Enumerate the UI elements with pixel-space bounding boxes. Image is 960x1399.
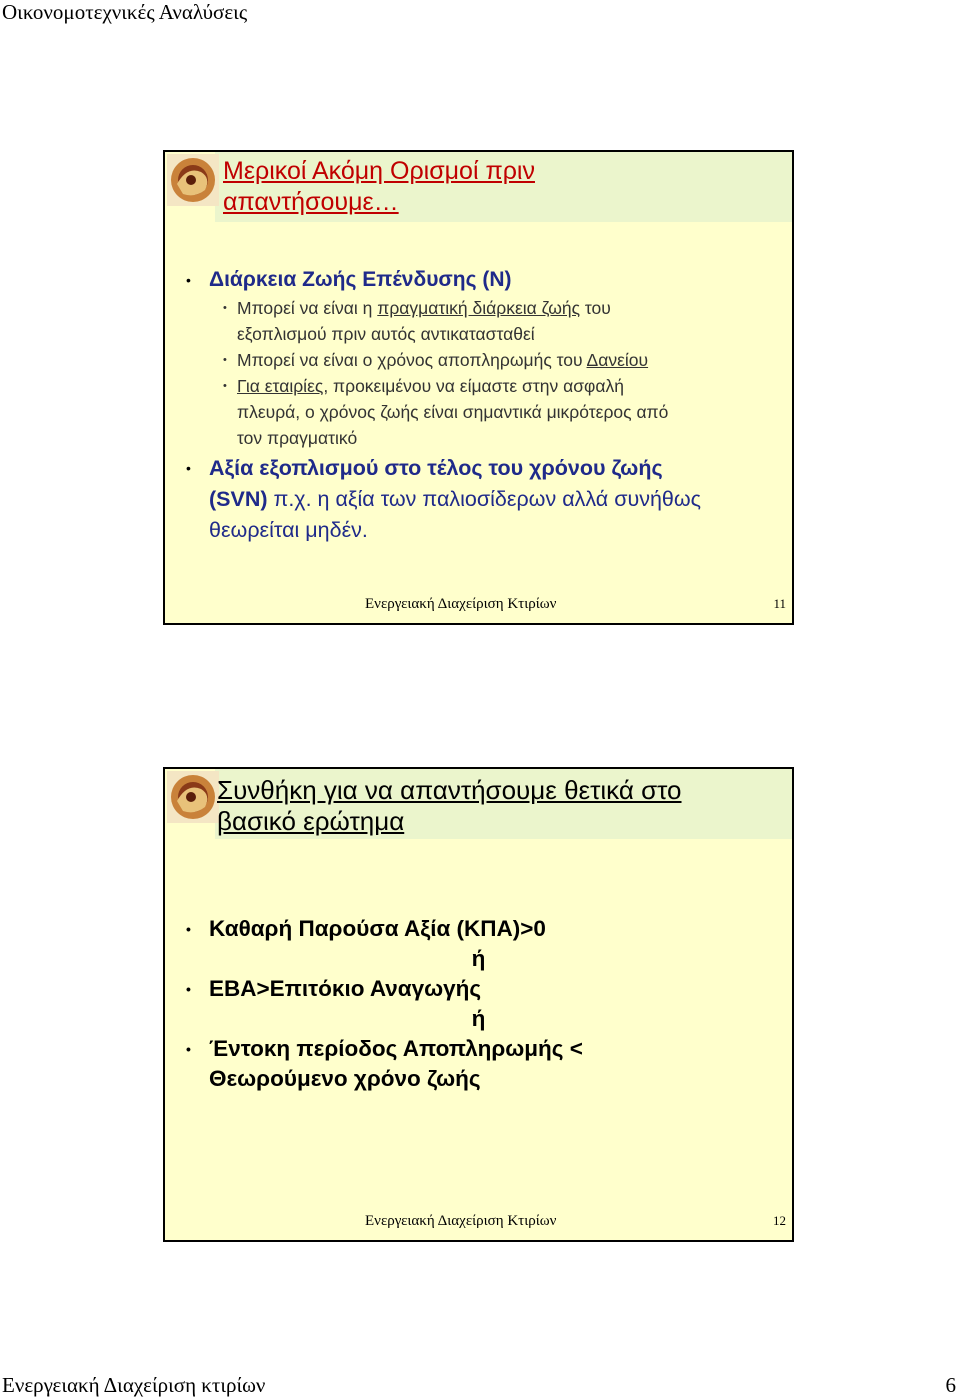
bullet-dot-icon: • — [223, 302, 227, 314]
list-item — [165, 453, 792, 546]
bullet-dot-icon: • — [223, 380, 227, 392]
section-heading: Αξία εξοπλισμού στο τέλος του χρόνου ζωής — [209, 456, 663, 480]
bullet-list — [165, 914, 792, 1094]
text: Μπορεί να είναι η — [237, 298, 378, 318]
decorative-emblem-icon — [167, 154, 219, 206]
text: π.χ. η αξία των παλιοσίδερων αλλά συνήθως — [267, 487, 702, 511]
underlined-term: Για εταιρίες — [237, 376, 324, 396]
text: Θεωρούμενο χρόνο ζωής — [209, 1066, 481, 1091]
slide-title-line: Μερικοί Ακόμη Ορισμοί πριν — [223, 157, 535, 185]
text: Μπορεί να είναι ο χρόνος αποπληρωμής του — [237, 350, 587, 370]
list-item — [165, 974, 792, 1004]
text: Καθαρή Παρούσα Αξία (ΚΠΑ)>0 — [209, 916, 546, 941]
text: του — [580, 298, 611, 318]
text: πλευρά, ο χρόνος ζωής είναι σημαντικά μικρότερος από — [237, 402, 669, 422]
list-item — [165, 295, 792, 347]
text: Έντοκη περίοδος Αποπληρωμής < — [209, 1036, 583, 1061]
text: , προκειμένου να είμαστε στην ασφαλή — [323, 376, 624, 396]
bullet-dot-icon: • — [186, 981, 191, 997]
slide-footer-text: Ενεργειακή Διαχείριση Κτιρίων — [365, 1213, 557, 1229]
bullet-dot-icon: • — [186, 921, 191, 937]
bullet-dot-icon: • — [186, 272, 191, 288]
underlined-term: πραγματική διάρκεια ζωής — [377, 298, 581, 318]
text: ΕΒΑ>Επιτόκιο Αναγωγής — [209, 976, 482, 1001]
slide-title — [223, 156, 535, 218]
page-header: Οικονομοτεχνικές Αναλύσεις — [2, 0, 248, 24]
slide-title-line: απαντήσουμε… — [223, 188, 399, 216]
bullet-dot-icon: • — [223, 354, 227, 366]
list-item — [165, 1034, 792, 1094]
underlined-term: Δανείου — [586, 350, 649, 370]
slide-12 — [163, 767, 794, 1242]
slide-number: 11 — [773, 596, 786, 611]
page-footer-title: Ενεργειακή Διαχείριση κτιρίων — [2, 1373, 266, 1397]
slide-number: 12 — [773, 1213, 786, 1228]
bullet-dot-icon: • — [186, 1041, 191, 1057]
slide-11 — [163, 150, 794, 625]
list-item — [165, 347, 792, 373]
list-item — [165, 373, 792, 451]
list-item — [165, 914, 792, 944]
page-number: 6 — [945, 1373, 956, 1397]
decorative-emblem-icon — [167, 771, 219, 823]
or-separator: ή — [471, 946, 486, 971]
bullet-dot-icon: • — [186, 460, 191, 476]
list-item — [165, 267, 792, 293]
slide-title-line: βασικό ερώτημα — [217, 806, 405, 836]
slide-title — [217, 775, 682, 837]
bullet-list — [165, 267, 792, 546]
section-heading: Διάρκεια Ζωής Επένδυσης (Ν) — [209, 268, 512, 291]
text: θεωρείται μηδέν. — [209, 518, 368, 542]
text: τον πραγματικό — [237, 428, 358, 448]
text: (SVN) — [209, 487, 268, 511]
slide-title-line: Συνθήκη για να απαντήσουμε θετικά στο — [217, 775, 682, 805]
text: εξοπλισμού πριν αυτός αντικατασταθεί — [237, 324, 535, 344]
or-separator: ή — [471, 1006, 486, 1031]
slide-footer-text: Ενεργειακή Διαχείριση Κτιρίων — [365, 596, 557, 612]
